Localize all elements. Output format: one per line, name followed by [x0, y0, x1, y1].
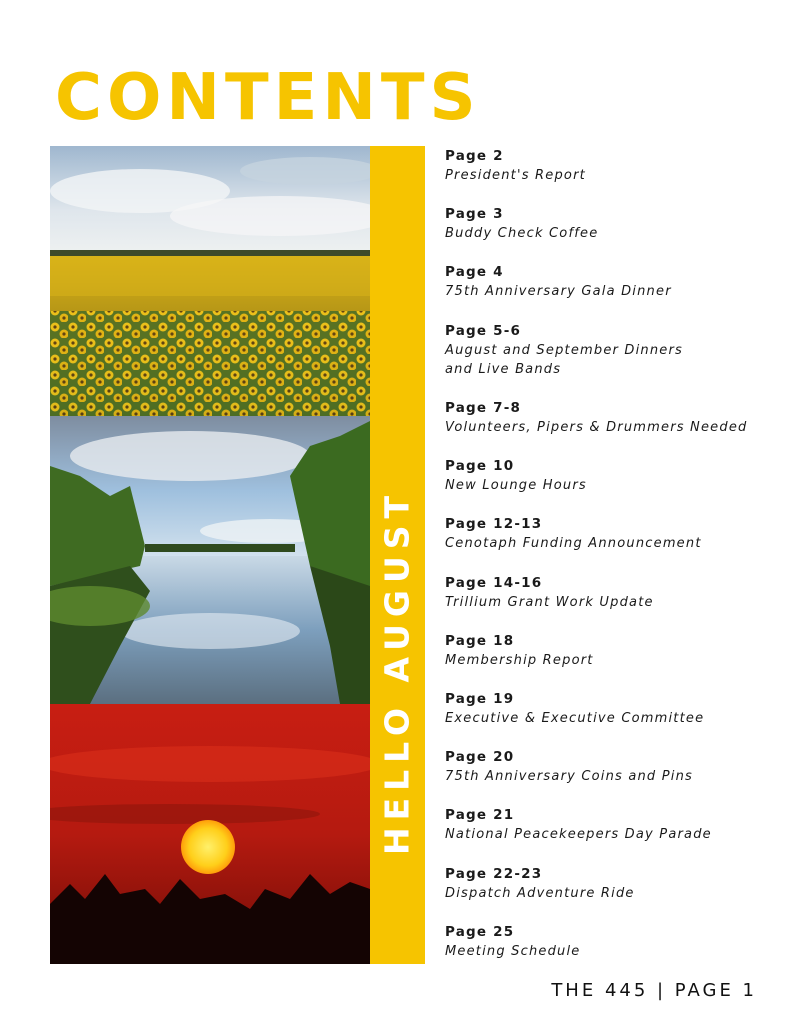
toc-title: August and September Dinners and Live Bands	[445, 342, 684, 378]
toc-title: Membership Report	[445, 652, 594, 668]
toc-page-number: Page 21	[445, 807, 515, 824]
toc-item	[445, 515, 785, 573]
toc-page-number: Page 14-16	[445, 574, 543, 591]
toc-page-number: Page 5-6	[445, 322, 522, 339]
toc-page-number: Page 25	[445, 923, 515, 940]
band-heading: HELLO AUGUST	[377, 488, 417, 856]
toc-item	[445, 457, 785, 515]
toc-title: President's Report	[445, 168, 586, 183]
toc-title: New Lounge Hours	[445, 478, 587, 494]
toc-title: National Peacekeepers Day Parade	[445, 827, 712, 843]
toc-title: Trillium Grant Work Update	[445, 594, 654, 610]
toc-item	[445, 806, 785, 864]
hello-august-band	[370, 146, 425, 964]
toc-item	[445, 263, 785, 321]
toc-title: Buddy Check Coffee	[445, 226, 599, 242]
toc-item	[445, 690, 785, 748]
toc-page-number: Page 7-8	[445, 400, 522, 417]
toc-item	[445, 147, 785, 205]
toc-title: Meeting Schedule	[445, 943, 581, 959]
sunset-photo	[50, 704, 370, 964]
toc-page-number: Page 19	[445, 691, 515, 707]
toc-title: 75th Anniversary Coins and Pins	[445, 769, 693, 785]
toc-item	[445, 748, 785, 806]
toc-item	[445, 923, 785, 981]
toc-page-number: Page 10	[445, 458, 515, 475]
page-title: CONTENTS	[55, 61, 481, 135]
toc-page-number: Page 2	[445, 148, 504, 164]
toc-title: Volunteers, Pipers & Drummers Needed	[445, 420, 748, 436]
toc-page-number: Page 18	[445, 632, 515, 649]
toc-title: Executive & Executive Committee	[445, 711, 705, 726]
toc-item	[445, 399, 785, 457]
toc-title: Dispatch Adventure Ride	[445, 885, 635, 901]
page-footer: THE 445 | PAGE 1	[551, 980, 757, 1001]
toc-item	[445, 865, 785, 923]
toc-item	[445, 205, 785, 263]
table-of-contents	[445, 147, 785, 981]
toc-page-number: Page 12-13	[445, 516, 543, 533]
toc-item	[445, 574, 785, 632]
sunflower-field-photo	[50, 146, 370, 416]
toc-page-number: Page 4	[445, 264, 504, 281]
toc-item	[445, 632, 785, 690]
toc-title: Cenotaph Funding Announcement	[445, 536, 702, 552]
toc-page-number: Page 22-23	[445, 865, 543, 882]
toc-item	[445, 322, 785, 400]
toc-page-number: Page 20	[445, 749, 515, 766]
toc-page-number: Page 3	[445, 206, 504, 223]
lake-reflection-photo	[50, 416, 370, 704]
toc-title: 75th Anniversary Gala Dinner	[445, 284, 672, 300]
